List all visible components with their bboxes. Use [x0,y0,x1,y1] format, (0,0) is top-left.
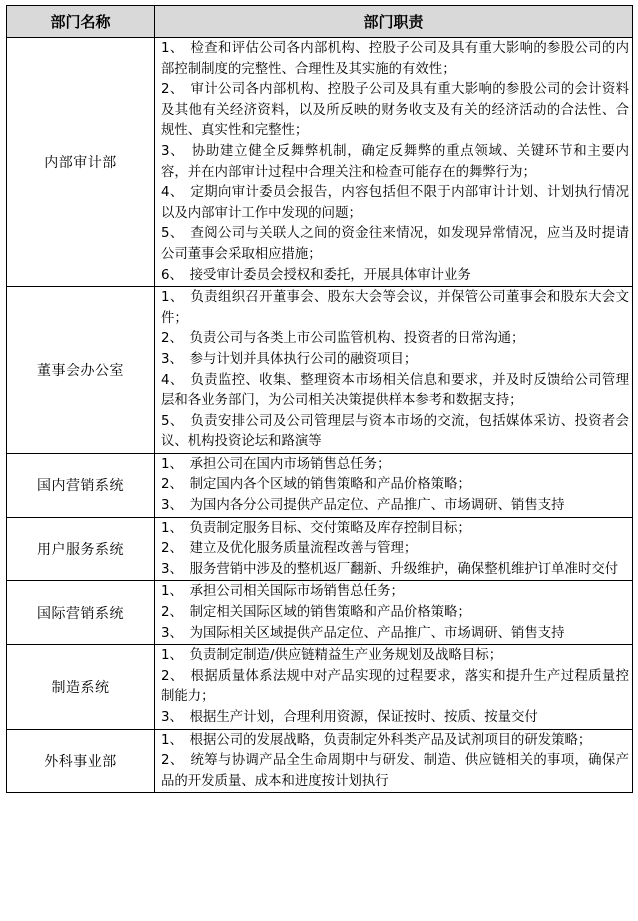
header-department-duties: 部门职责 [155,6,633,38]
duty-item: 4、 负责监控、收集、整理资本市场相关信息和要求，并及时反馈给公司管理层和各业务部门，为公司相关决策提供样本参考和数据支持； [161,372,629,409]
table-row [7,729,633,793]
duty-item: 1、 负责制定服务目标、交付策略及库存控制目标； [161,520,471,536]
duty-item: 2、 统筹与协调产品全生命周期中与研发、制造、供应链相关的事项，确保产品的开发质量、成本和进度按计划执行 [161,753,629,789]
duty-item: 3、 参与计划并具体执行公司的融资项目； [161,351,418,367]
department-name-cell: 外科事业部 [7,729,155,793]
table-row [7,38,633,287]
duty-item: 3、 服务营销中涉及的整机返厂翻新、升级维护，确保整机维护订单准时交付 [161,561,619,577]
duty-item: 6、 接受审计委员会授权和委托，开展具体审计业务 [161,267,471,283]
duty-item: 3、 协助建立健全反舞弊机制，确定反舞弊的重点领域、关键环节和主要内容，并在内部审计过程中合理关注和检查可能存在的舞弊行为； [161,143,629,180]
department-duties-cell [155,453,633,517]
table-row [7,645,633,729]
duty-item: 2、 审计公司各内部机构、控股子公司及具有重大影响的参股公司的会计资料及其他有关经济资料，以及所反映的财务收支及有关的经济活动的合法性、合规性、真实性和完整性； [161,82,629,139]
department-duties-cell [155,517,633,581]
duty-item: 1、 负责制定制造/供应链精益生产业务规划及战略目标； [161,648,503,664]
duty-item: 2、 建立及优化服务质量流程改善与管理； [161,541,418,557]
duty-item: 3、 根据生产计划，合理利用资源，保证按时、按质、按量交付 [161,710,538,725]
duty-item: 3、 为国际相关区域提供产品定位、产品推广、市场调研、销售支持 [161,625,565,641]
duty-item: 3、 为国内各分公司提供产品定位、产品推广、市场调研、销售支持 [161,498,565,514]
duty-item: 1、 根据公司的发展战略，负责制定外科类产品及试剂项目的研发策略； [161,732,592,748]
table-header-row [7,6,633,38]
department-name-cell: 制造系统 [7,645,155,729]
department-name-cell: 内部审计部 [7,38,155,287]
department-name-cell: 用户服务系统 [7,517,155,581]
department-name-cell: 董事会办公室 [7,287,155,454]
duty-item: 2、 负责公司与各类上市公司监管机构、投资者的日常沟通； [161,331,525,347]
table-row [7,517,633,581]
department-duties-cell [155,38,633,287]
duty-item: 4、 定期向审计委员会报告，内容包括但不限于内部审计计划、计划执行情况以及内部审计工作中发现的问题； [161,185,629,221]
duty-item: 5、 负责安排公司及公司管理层与资本市场的交流，包括媒体采访、投资者会议、机构投资论坛和路演等 [161,413,629,450]
department-table [6,5,633,793]
duty-item: 1、 承担公司在国内市场销售总任务； [161,456,391,472]
department-name-cell: 国内营销系统 [7,453,155,517]
table-row [7,453,633,517]
header-department-name: 部门名称 [7,6,155,38]
duty-item: 1、 负责组织召开董事会、股东大会等会议，并保管公司董事会和股东大会文件； [161,290,629,326]
department-name-cell: 国际营销系统 [7,581,155,645]
table-body [7,38,633,793]
duty-item: 2、 制定相关国际区域的销售策略和产品价格策略； [161,605,471,621]
table-row [7,581,633,645]
department-duties-cell [155,729,633,793]
duty-item: 1、 承担公司相关国际市场销售总任务； [161,584,404,600]
department-duties-cell [155,645,633,729]
duty-item: 5、 查阅公司与关联人之间的资金往来情况，如发现异常情况，应当及时提请公司董事会采取相应措施； [161,226,629,262]
duty-item: 2、 制定国内各个区域的销售策略和产品价格策略； [161,477,471,493]
duty-item: 2、 根据质量体系法规中对产品实现的过程要求，落实和提升生产过程质量控制能力； [161,668,629,705]
duty-item: 1、 检查和评估公司各内部机构、控股子公司及具有重大影响的参股公司的内部控制制度的完整性、合理性及其实施的有效性； [161,41,629,77]
department-duties-cell [155,287,633,454]
table-row [7,287,633,454]
department-duties-cell [155,581,633,645]
